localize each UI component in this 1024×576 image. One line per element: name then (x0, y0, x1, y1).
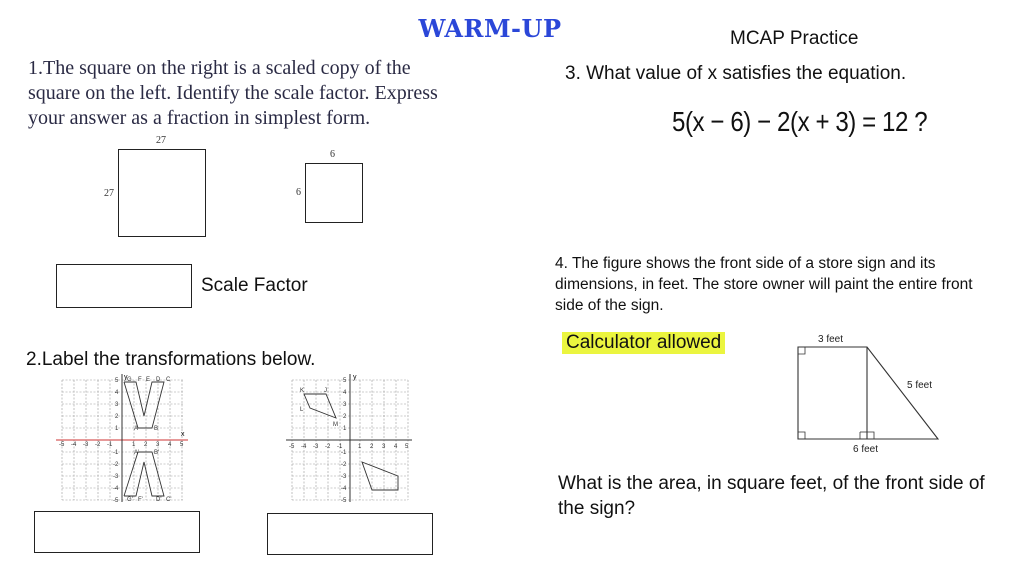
x-tick: -1 (337, 444, 343, 450)
y-tick: 4 (115, 390, 119, 396)
dim-top-label: 3 feet (818, 334, 844, 345)
y-tick: -1 (341, 450, 347, 456)
big-square-top-label: 27 (156, 135, 166, 146)
point-label: B (154, 426, 159, 432)
question-2-text: 2.Label the transformations below. (26, 349, 316, 370)
transformation-graph-2 (286, 372, 414, 504)
y-tick: 3 (343, 402, 347, 408)
question-3-text: 3. What value of x satisfies the equation. (565, 63, 907, 84)
dim-slant-label: 5 feet (907, 380, 933, 391)
scale-factor-answer-box[interactable] (56, 264, 192, 308)
x-tick: 2 (370, 444, 374, 450)
x-tick: -2 (325, 444, 331, 450)
y-tick: -2 (113, 462, 119, 468)
equation: 5(x − 6) − 2(x + 3) = 12 ? (672, 106, 928, 137)
graph1-axis-x-label: x (181, 431, 185, 438)
big-square (118, 149, 206, 237)
x-tick: -5 (59, 442, 65, 448)
y-tick: -2 (341, 462, 347, 468)
x-tick: 3 (156, 442, 160, 448)
x-tick: 4 (394, 444, 398, 450)
shape-original (304, 394, 336, 418)
y-tick: -3 (341, 474, 347, 480)
small-square-top-label: 6 (330, 149, 335, 160)
x-tick: 2 (144, 442, 148, 448)
point-label: C (166, 377, 171, 383)
page-title: WARM-UP (418, 14, 562, 43)
point-label: M (333, 422, 338, 428)
big-square-side-label: 27 (104, 188, 114, 199)
point-label: F (138, 377, 142, 383)
point-label: E (146, 377, 151, 383)
y-tick: -5 (113, 498, 119, 504)
y-tick: 3 (115, 402, 119, 408)
mcap-subtitle: MCAP Practice (730, 28, 859, 49)
point-label: F' (138, 497, 143, 503)
x-tick: -3 (83, 442, 89, 448)
graph2-axis-y-label: y (353, 374, 357, 381)
y-tick: -5 (341, 498, 347, 504)
x-tick: 3 (382, 444, 386, 450)
x-tick: -4 (301, 444, 307, 450)
point-label: D (156, 377, 161, 383)
y-tick: 1 (115, 426, 119, 432)
y-tick: 1 (343, 426, 347, 432)
small-square-side-label: 6 (296, 187, 301, 198)
x-tick: 1 (358, 444, 362, 450)
y-tick: 2 (115, 414, 119, 420)
store-sign-figure (790, 330, 950, 458)
y-tick: -1 (113, 450, 119, 456)
x-tick: 5 (180, 442, 184, 448)
point-label: G' (127, 497, 133, 503)
x-tick: 4 (168, 442, 172, 448)
right-angle-mark (798, 347, 805, 354)
x-tick: -4 (71, 442, 77, 448)
question-4-prompt: What is the area, in square feet, of the front side of the sign? (558, 473, 985, 519)
point-label: A' (134, 450, 140, 456)
y-tick: 4 (343, 390, 347, 396)
point-label: L (300, 407, 304, 413)
dim-bottom-label: 6 feet (853, 444, 879, 455)
right-angle-mark (798, 432, 805, 439)
y-tick: 5 (115, 378, 119, 384)
y-tick: -3 (113, 474, 119, 480)
y-tick: 5 (343, 378, 347, 384)
x-tick: -3 (313, 444, 319, 450)
small-square (305, 163, 363, 223)
transformation-2-answer-box[interactable] (267, 513, 433, 555)
point-label: C' (166, 497, 172, 503)
transformation-1-answer-box[interactable] (34, 511, 200, 553)
right-angle-mark (867, 432, 874, 439)
scale-factor-label: Scale Factor (201, 275, 308, 296)
sign-outline (798, 347, 938, 439)
y-tick: 2 (343, 414, 347, 420)
point-label: A (134, 426, 139, 432)
graph1-axis-y-label: y (124, 374, 128, 381)
x-tick: 5 (405, 444, 409, 450)
calculator-allowed-highlight: Calculator allowed (562, 332, 725, 354)
x-tick: -1 (107, 442, 113, 448)
x-tick: 1 (132, 442, 136, 448)
question-1-text: 1.The square on the right is a scaled copy of the square on the left. Identify the scale factor. Express your answer as a fraction in simplest form. (28, 57, 438, 129)
point-label: J (324, 388, 327, 394)
x-tick: -5 (289, 444, 295, 450)
point-label: B' (154, 450, 160, 456)
point-label: G (127, 377, 132, 383)
y-tick: -4 (113, 486, 119, 492)
question-4-text: 4. The figure shows the front side of a store sign and its dimensions, in feet. The store owner will paint the entire front side of the sign. (555, 255, 973, 314)
point-label: K (300, 388, 305, 394)
transformation-graph-1 (56, 372, 190, 504)
point-label: D' (156, 497, 162, 503)
x-tick: -2 (95, 442, 101, 448)
y-tick: -4 (341, 486, 347, 492)
